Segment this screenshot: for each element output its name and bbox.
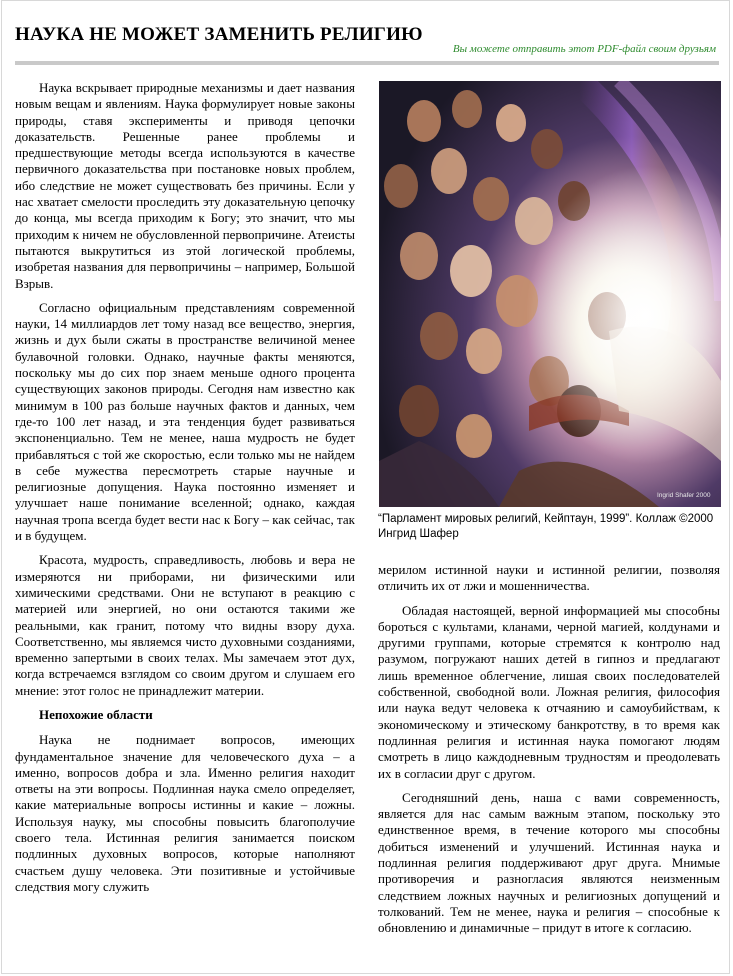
section-subheading: Непохожие области: [39, 706, 153, 722]
paragraph: Наука вскрывает природные механизмы и дает названия новым вещам и явлениям. Наука формулирует новые законы природы, ставя эксперименты и приводя цепочки доказательств. Решенные ранее проблемы и предшествующие методы всегда используются в качестве первичного доказательства при постановке новых проблем, ибо следствие не может существовать без причины. Если у нас хватает смелости проследить эту доказательную цепочку до конца, мы всегда приходим к Богу; это значит, что мы приходим к ничем не обусловленной первопричине. Атеисты пытаются выкрутиться из этой логической проблемы, изобретая названия для первопричины – например, Большой Взрыв.: [15, 80, 355, 291]
paragraph: Наука не поднимает вопросов, имеющих фундаментальное значение для человеческого духа – а именно, вопросов добра и зла. Именно религия находит ответы на эти вопросы. Подлинная наука смело определяет, какие материальные вопросы истинны и какие – ложны. Используя науку, мы способны повысить благополучие своего тела. Истинная религия занимается поиском подлинных духовных вопросов, которые наполняют счастьем душу человека. Эти позитивные и устойчивые следствия могу служить: [15, 732, 355, 894]
paragraph: Красота, мудрость, справедливость, любовь и вера не измеряются ни приборами, ни физическими или химическими средствами. Они не вступают в реакцию с материей или энергией, но они остаются такими же реальными, как гранит, потому что видны взору духа. Соответственно, мы являемся чисто духовными созданиями, временно запертыми в своих телах. Мы замечаем этот дух, когда встречаемся взглядом со своим другом и слушаем его мнение: этот голос не принадлежит материи.: [15, 552, 355, 698]
paragraph: Согласно официальным представлениям современной науки, 14 миллиардов лет тому назад все вещество, энергия, жизнь и дух были сжаты в пространстве величиной менее булавочной головки. Однако, научные факты меняются, поскольку мы до сих пор знаем меньше одного процента существующих законов природы. Сегодня нам известно как минимум в 100 раз больше научных фактов и данных, чем где-то 100 лет назад, и эта тенденция будет развиваться экспоненциально. Тем не менее, наша мудрость не будет прибавляться с той же скоростью, если только мы не найдем в себе мужества пересмотреть старые научные и религиозные допущения. Наука постоянно изменяет и улучшает наше понимание вселенной; однако, каждая научная тропа всегда будет вести нас к Богу – как сейчас, так и в будущем.: [15, 299, 355, 544]
page-title: НАУКА НЕ МОЖЕТ ЗАМЕНИТЬ РЕЛИГИЮ: [15, 24, 423, 45]
header-divider: [15, 61, 719, 65]
collage-signature: Ingrid Shafer 2000: [657, 492, 711, 499]
paragraph: мерилом истинной науки и истинной религии, позволяя отличить их от лжи и мошенничества.: [378, 562, 720, 594]
left-column: [15, 80, 355, 903]
right-column: [378, 562, 720, 945]
collage-image: [379, 81, 721, 507]
page-header: [15, 24, 719, 55]
share-note: Вы можете отправить этот PDF-файл своим друзьям: [452, 43, 716, 55]
figure-caption: “Парламент мировых религий, Кейптаун, 1999”. Коллаж ©2000 Ингрид Шафер: [378, 513, 714, 540]
paragraph: Сегодняшний день, наша с вами современность, является для нас самым важным этапом, поскольку это единственное время, в течение которого мы способны добиться изменений и улучшений. Истинная наука и подлинная религия поддерживают друг друга. Мнимые противоречия и разногласия являются неизменным следствием ложных научных и религиозных допущений и толкований. Тем не менее, наука и религия – способные к обновлению и динамичные – придут в итоге к согласию.: [378, 789, 720, 936]
paragraph: Обладая настоящей, верной информацией мы способны бороться с культами, кланами, черной магией, колдунами и другими группами, которые стремятся к контролю над разумом, погружают наших детей в гипноз и предлагают лишь временное облегчение, лишая своих последователей собственной, свободной воли. Ложная религия, философия или наука ведут человека к отчаянию и самоубийствам, к экономическому и этическому банкротству, в то время как подлинная религия и истинная наука помогают людям смотреть в лицо каждодневным трудностям и преодолевать их в согласии друг с другом.: [378, 602, 720, 781]
